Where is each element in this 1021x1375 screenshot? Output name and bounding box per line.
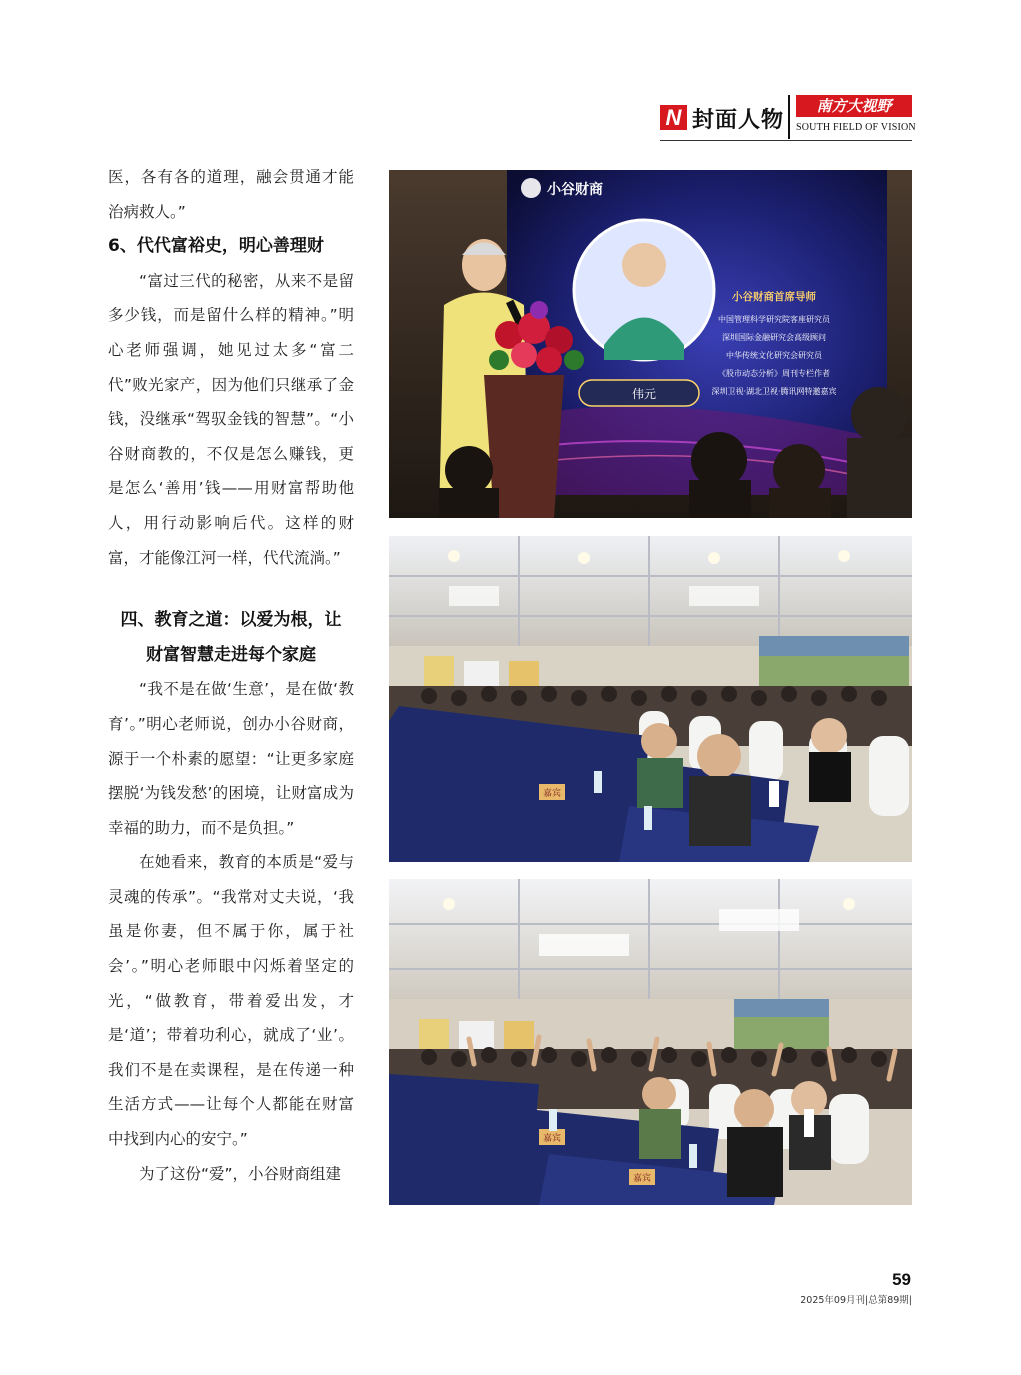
screen-line: 中国管理科学研究院客座研究员 <box>718 315 830 324</box>
subheading-6: 6、代代富裕史，明心善理财 <box>108 236 324 257</box>
table-sign: 嘉宾 <box>542 789 562 799</box>
brand-name-en: SOUTH FIELD OF VISION <box>796 122 916 133</box>
photo-speaker-podium <box>389 170 912 518</box>
n-logo-icon: N <box>660 105 687 130</box>
screen-line: 深圳卫视·湖北卫视·腾讯网特邀嘉宾 <box>711 387 837 396</box>
table-sign: 嘉宾 <box>542 1134 562 1144</box>
page-number: 59 <box>892 1270 911 1289</box>
screen-line: 深圳国际金融研究会高级顾问 <box>722 333 826 342</box>
paragraph: “富过三代的秘密，从来不是留多少钱，而是留什么样的精神。”明心老师强调，她见过太多“富二代”败光家产，因为他们只继承了金钱，没继承“驾驭金钱的智慧”。“小谷财商教的，不仅是怎么赚钱，更是怎么‘善用’钱——用财富帮助他人，用行动影响后代。这样的财富，才能像江河一样，代代流淌。” <box>108 271 354 567</box>
column-title: 封面人物 <box>692 108 785 133</box>
table-sign: 嘉宾 <box>632 1174 652 1184</box>
paragraph: “我不是在做‘生意’，是在做‘教育’。”明心老师说，创办小谷财商，源于一个朴素的愿望：“让更多家庭摆脱‘为钱发愁’的困境，让财富成为幸福的助力，而不是负担。” <box>108 680 354 837</box>
screen-line: 《股市动态分析》周刊专栏作者 <box>718 369 830 378</box>
photo-hands-illustration <box>389 879 912 1205</box>
header-divider <box>788 95 790 139</box>
brand-name-cn: 南方大视野 <box>796 95 912 117</box>
paragraph: 为了这份“爱”，小谷财商组建 <box>139 1164 342 1183</box>
screen-line: 中华传统文化研究会研究员 <box>726 351 822 360</box>
masthead <box>660 95 916 143</box>
section-heading-4 <box>108 603 354 672</box>
section-heading-line1: 四、教育之道：以爱为根，让 <box>120 610 342 631</box>
paragraph: 在她看来，教育的本质是“爱与灵魂的传承”。“我常对丈夫说，‘我虽是你妻，但不属于你，属于社会’。”明心老师眼中闪烁着坚定的光，“做教育，带着爱出发，才是‘道’；带着功利心，就成了‘业’。我们不是在卖课程，是在传递一种生活方式——让每个人都能在财富中找到内心的安宁。” <box>108 853 354 1149</box>
issue-info: 2025年09月刊|总第89期| <box>800 1295 912 1306</box>
photo-audience-hands-raised <box>389 879 912 1205</box>
screen-heading: 小谷财商首席导师 <box>732 291 816 303</box>
photo-audience-illustration <box>389 536 912 862</box>
photo-speaker-illustration <box>389 170 912 518</box>
screen-brand: 小谷财商 <box>547 182 603 198</box>
header-rule <box>660 140 912 141</box>
section-heading-line2: 财富智慧走进每个家庭 <box>146 644 316 665</box>
photo-conference-audience <box>389 536 912 862</box>
paragraph-continued: 医，各有各的道理，融会贯通才能治病救人。” <box>108 168 354 221</box>
article-text-column <box>108 160 354 1191</box>
screen-name-plate: 伟元 <box>631 387 657 401</box>
